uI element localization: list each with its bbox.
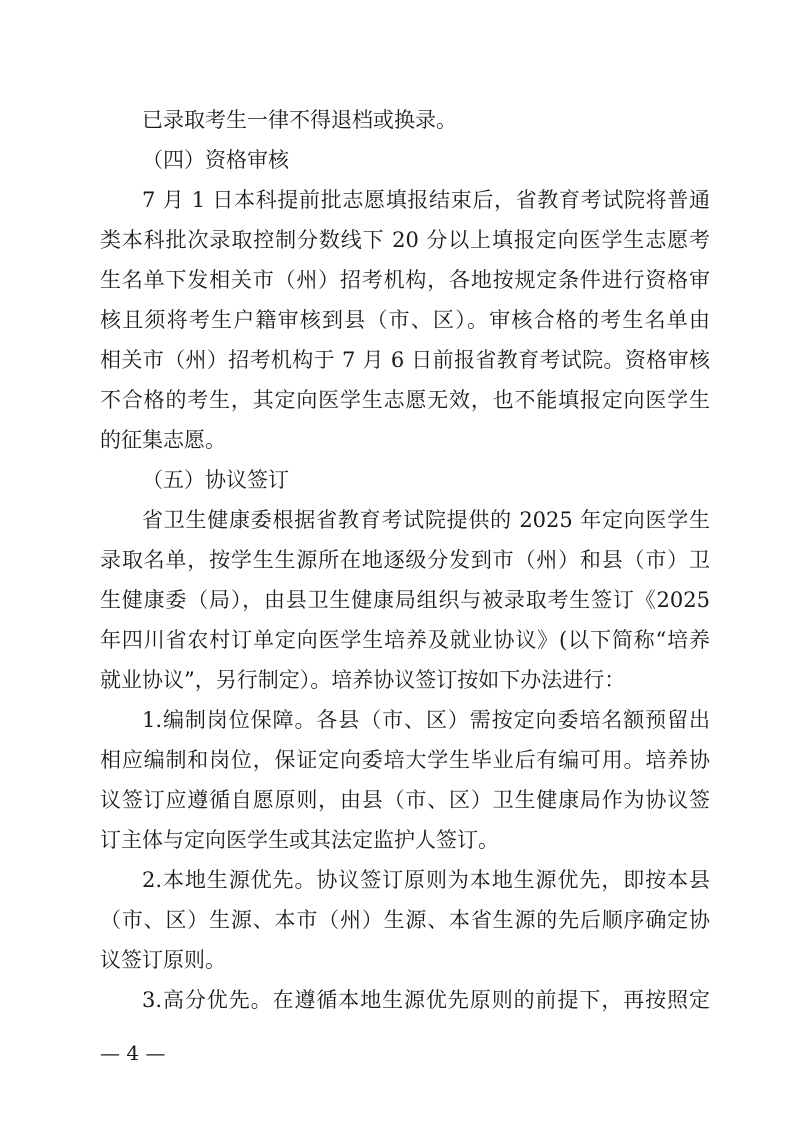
text-line: 的征集志愿。: [100, 428, 226, 452]
text-line: 7 月 1 日本科提前批志愿填报结束后，省教育考试院将普通: [142, 188, 710, 212]
text-line: 2.本地生源优先。协议签订原则为本地生源优先，即按本县: [142, 868, 710, 892]
section-heading-agreement-signing: （五）协议签订: [142, 468, 289, 492]
text-line: （市、区）生源、本市（州）生源、本省生源的先后顺序确定协: [100, 908, 710, 932]
text-line: 相关市（州）招考机构于 7 月 6 日前报省教育考试院。资格审核: [100, 348, 710, 372]
text-line: 就业协议”，另行制定）。培养协议签订按如下办法进行：: [100, 668, 626, 692]
text-line: 议签订应遵循自愿原则，由县（市、区）卫生健康局作为协议签: [100, 788, 710, 812]
text-line: 录取名单，按学生生源所在地逐级分发到市（州）和县（市）卫: [100, 548, 710, 572]
page-number: — 4 —: [100, 1041, 166, 1065]
section-heading-qualification-review: （四）资格审核: [142, 148, 289, 172]
text-line: 生名单下发相关市（州）招考机构，各地按规定条件进行资格审: [100, 268, 710, 292]
text-line: 不合格的考生，其定向医学生志愿无效，也不能填报定向医学生: [100, 388, 710, 412]
text-line: 核且须将考生户籍审核到县（市、区）。审核合格的考生名单由: [100, 308, 710, 332]
text-line: 类本科批次录取控制分数线下 20 分以上填报定向医学生志愿考: [100, 228, 710, 252]
text-line: 生健康委（局），由县卫生健康局组织与被录取考生签订《2025: [100, 588, 710, 612]
text-line: 年四川省农村订单定向医学生培养及就业协议》(以下简称“培养: [100, 628, 710, 652]
text-line: 相应编制和岗位，保证定向委培大学生毕业后有编可用。培养协: [100, 748, 710, 772]
text-line: 订主体与定向医学生或其法定监护人签订。: [100, 828, 499, 852]
text-line: 已录取考生一律不得退档或换录。: [142, 108, 457, 132]
text-line: 3.高分优先。在遵循本地生源优先原则的前提下，再按照定: [142, 988, 710, 1012]
text-line: 议签订原则。: [100, 948, 226, 972]
text-line: 1.编制岗位保障。各县（市、区）需按定向委培名额预留出: [142, 708, 710, 732]
text-line: 省卫生健康委根据省教育考试院提供的 2025 年定向医学生: [142, 508, 710, 532]
